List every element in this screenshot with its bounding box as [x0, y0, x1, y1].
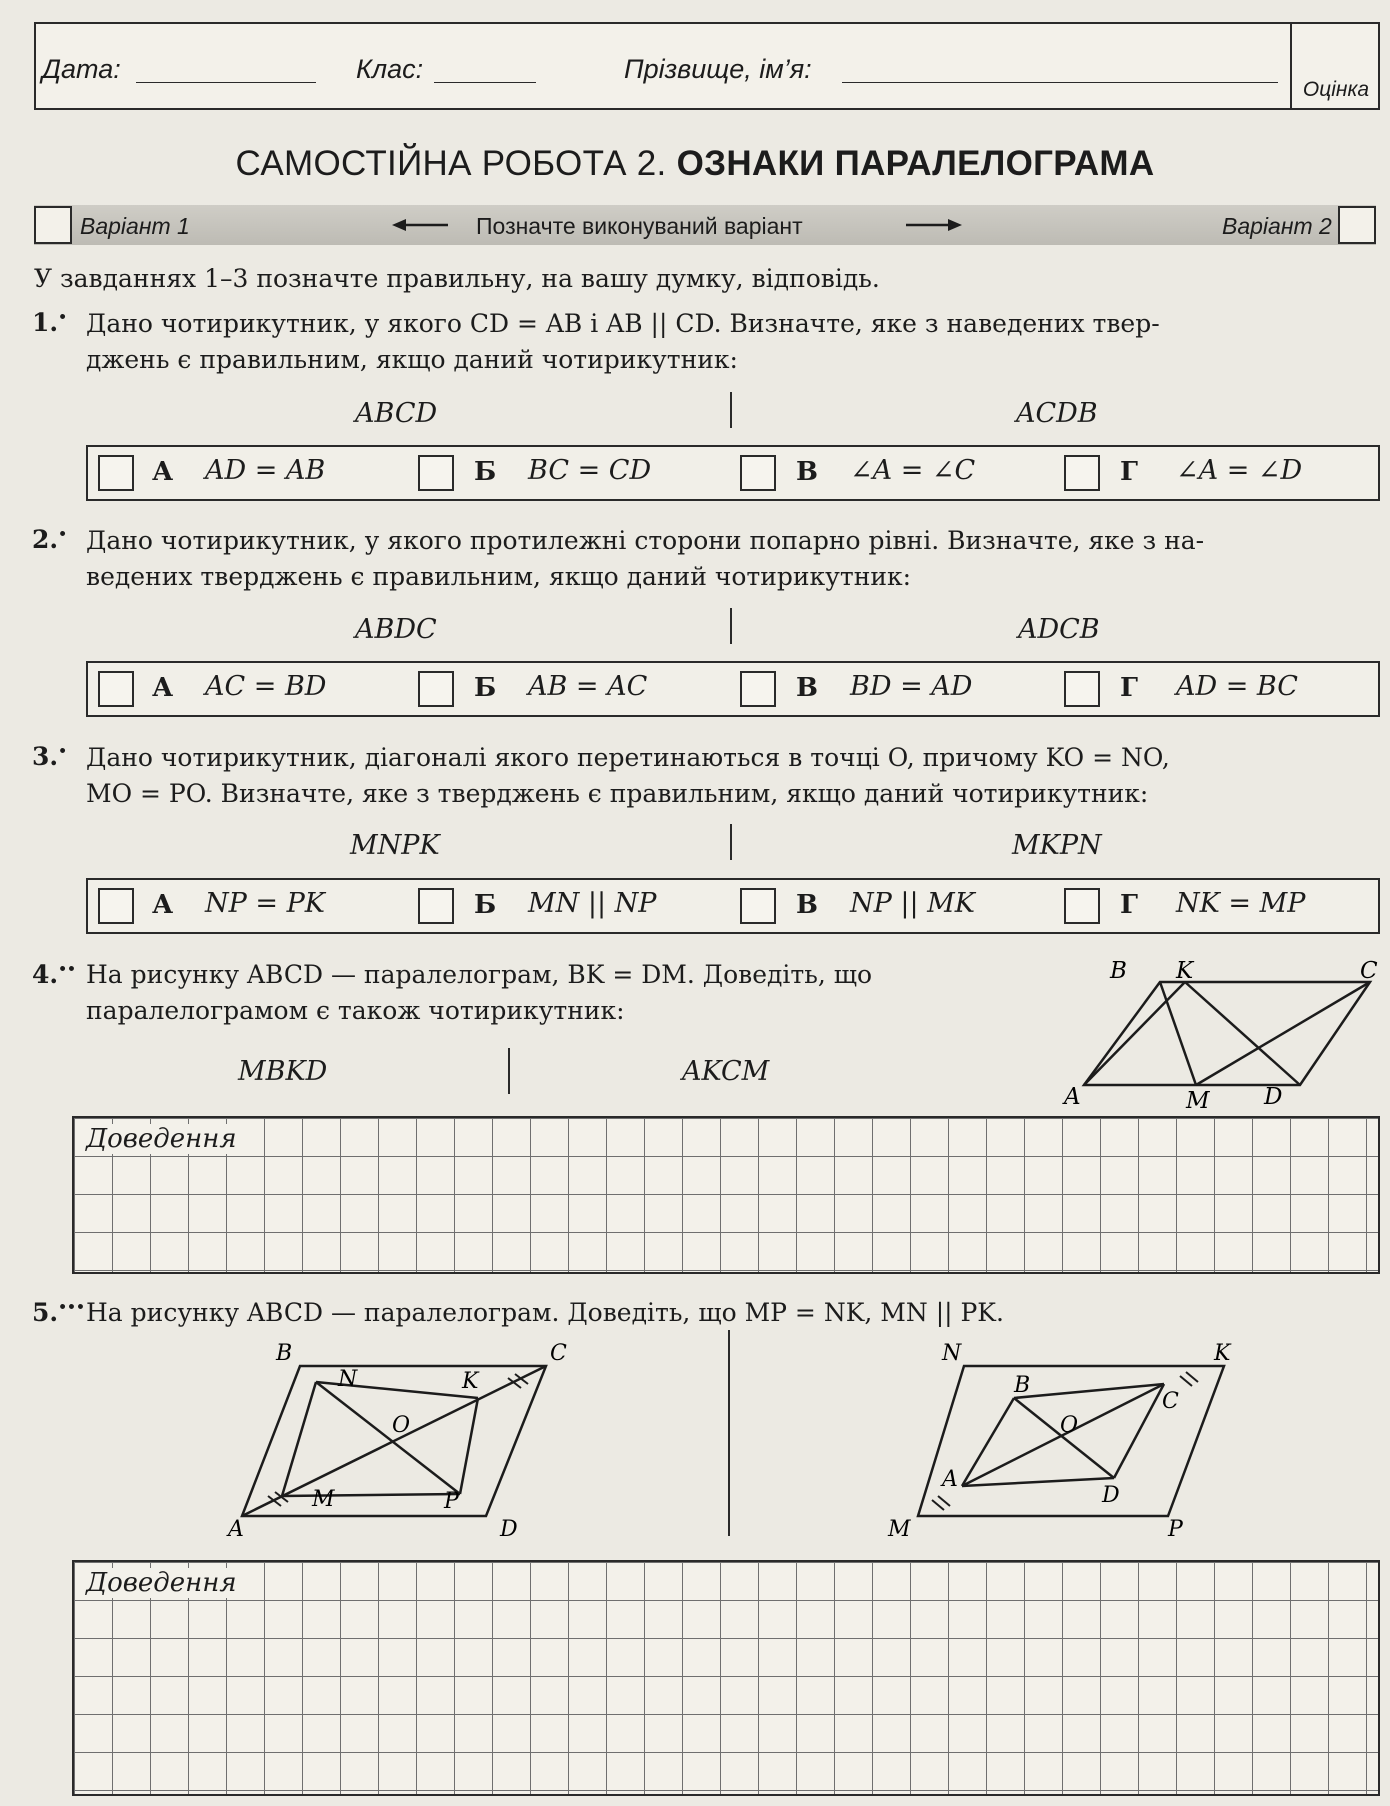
- q5f1-np: [316, 1382, 460, 1494]
- q1-variant1: ABCD: [355, 398, 438, 429]
- q4-label-m: M: [1186, 1088, 1210, 1110]
- name-field[interactable]: [842, 82, 1278, 83]
- q3-option-c-checkbox[interactable]: [740, 888, 776, 924]
- variant-2-label: Варіант 2: [1222, 213, 1332, 239]
- variant-1-checkbox[interactable]: [34, 206, 72, 244]
- class-label: Клас:: [356, 54, 424, 84]
- q1-line1: Дано чотирикутник, у якого CD = AB і AB || CD. Визначте, яке з наведених твер-: [86, 309, 1160, 338]
- q5f2-label-a: A: [942, 1467, 958, 1492]
- q4-label-d: D: [1264, 1084, 1283, 1110]
- q1-option-b-checkbox[interactable]: [418, 455, 454, 491]
- q5f1-kp: [460, 1398, 478, 1494]
- q5-proof-label: Доведення: [82, 1568, 241, 1598]
- q3-number: [32, 742, 67, 771]
- q4-proof-label: Доведення: [82, 1124, 241, 1154]
- arrow-left-icon: [392, 216, 448, 234]
- variant-2-checkbox[interactable]: [1338, 206, 1376, 244]
- date-label: Дата:: [42, 54, 121, 84]
- q1-option-a-checkbox[interactable]: [98, 455, 134, 491]
- q3-variant1: MNPK: [350, 830, 440, 861]
- q4-line1: На рисунку ABCD — паралелограм, BK = DM. Доведіть, що: [86, 960, 873, 989]
- q2-option-b-text: AB = AC: [528, 671, 648, 702]
- q3-option-d-text: NK = MP: [1176, 888, 1306, 919]
- q5f1-label-p: P: [444, 1489, 459, 1514]
- q5f1-label-a: A: [228, 1517, 244, 1536]
- q1-line2: джень є правильним, якщо даний чотирикутник:: [86, 345, 738, 374]
- q1-option-b-letter: Б: [474, 457, 497, 487]
- q5f1-label-m: M: [312, 1487, 335, 1512]
- q5f2-label-c: C: [1162, 1389, 1179, 1414]
- q4-proof-grid[interactable]: [72, 1116, 1380, 1274]
- q3-option-a-letter: А: [152, 890, 174, 920]
- q2-option-a-checkbox[interactable]: [98, 671, 134, 707]
- q4-variant1: MBKD: [238, 1056, 328, 1087]
- q5f2-label-n: N: [942, 1341, 962, 1366]
- q4-line2: паралелограмом є також чотирикутник:: [86, 996, 625, 1025]
- q3-variant2: MKPN: [1012, 830, 1102, 861]
- q3-option-a-checkbox[interactable]: [98, 888, 134, 924]
- title-normal: САМОСТІЙНА РОБОТА 2.: [235, 144, 667, 183]
- q4-parallelogram: [1084, 982, 1370, 1085]
- q5-figure-variant1: [220, 1336, 580, 1536]
- q3-option-c-text: NP || MK: [850, 888, 975, 919]
- q1-variant2: ACDB: [1016, 398, 1098, 429]
- q2-option-d-letter: Г: [1120, 673, 1138, 703]
- grade-label: Оцінка: [1302, 78, 1370, 101]
- q1-option-c-text: ∠A = ∠C: [850, 455, 976, 486]
- q3-option-c-letter: В: [796, 890, 818, 920]
- q5f2-tick1: [938, 1496, 950, 1506]
- q2-variant1: ABDC: [355, 614, 437, 645]
- q1-option-a-letter: А: [152, 457, 174, 487]
- q1-option-d-letter: Г: [1120, 457, 1138, 487]
- q2-num: 2.: [32, 525, 59, 554]
- q4-separator: [508, 1048, 510, 1094]
- q4-label-c: C: [1360, 958, 1378, 984]
- q5f2-label-b: B: [1014, 1373, 1031, 1398]
- q4-number: [32, 960, 76, 989]
- q5f2-tick3: [1180, 1376, 1192, 1386]
- q5f2-label-d: D: [1102, 1483, 1120, 1508]
- q1-text: [86, 306, 1376, 378]
- page-title: [0, 144, 1390, 184]
- q5f1-pm: [282, 1494, 460, 1496]
- variant-1-label: Варіант 1: [80, 213, 190, 239]
- q5f2-label-p: P: [1168, 1517, 1183, 1536]
- q5f1-label-o: O: [392, 1413, 411, 1438]
- q5f2-da: [962, 1478, 1114, 1486]
- q3-option-b-checkbox[interactable]: [418, 888, 454, 924]
- q1-num: 1.: [32, 308, 59, 337]
- q5-figure-variant2: [878, 1336, 1238, 1536]
- q5f2-label-m: M: [888, 1517, 911, 1536]
- grade-cell[interactable]: [1290, 24, 1380, 108]
- arrow-right-icon: [906, 216, 962, 234]
- q1-level: •: [58, 309, 68, 326]
- q2-line1: Дано чотирикутник, у якого протилежні сторони попарно рівні. Визначте, яке з на-: [86, 526, 1205, 555]
- q2-option-d-text: AD = BC: [1176, 671, 1298, 702]
- q3-num: 3.: [32, 742, 59, 771]
- q2-separator: [730, 608, 732, 644]
- q5-num: 5.: [32, 1298, 59, 1327]
- q4-label-a: A: [1064, 1084, 1081, 1110]
- q5-text: [86, 1295, 1376, 1331]
- q2-text: [86, 523, 1376, 595]
- q3-level: •: [58, 743, 68, 760]
- q3-option-a-text: NP = PK: [205, 888, 325, 919]
- q3-option-d-checkbox[interactable]: [1064, 888, 1100, 924]
- q2-level: •: [58, 526, 68, 543]
- q5f1-label-c: C: [550, 1341, 567, 1366]
- q3-option-b-text: MN || NP: [528, 888, 657, 919]
- name-label: Прізвище, ім’я:: [624, 54, 812, 84]
- q2-option-a-text: AC = BD: [205, 671, 327, 702]
- q1-option-c-letter: В: [796, 457, 818, 487]
- q4-variant2: AKCM: [682, 1056, 770, 1087]
- q5f2-cd: [1114, 1384, 1164, 1478]
- q4-level: ••: [58, 961, 77, 978]
- q5f1-label-n: N: [338, 1367, 358, 1392]
- variant-instruction: Позначте виконуваний варіант: [476, 213, 803, 239]
- q5f2-bd: [1014, 1398, 1114, 1478]
- q1-option-c-checkbox[interactable]: [740, 455, 776, 491]
- q2-option-b-checkbox[interactable]: [418, 671, 454, 707]
- q1-separator: [730, 392, 732, 428]
- q2-option-c-letter: В: [796, 673, 818, 703]
- q2-option-b-letter: Б: [474, 673, 497, 703]
- q4-text: [86, 957, 986, 1029]
- q3-separator: [730, 824, 732, 860]
- q1-option-d-text: ∠A = ∠D: [1176, 455, 1303, 486]
- q5f2-tick2: [932, 1500, 944, 1510]
- q3-text: [86, 740, 1376, 812]
- q5-line1: На рисунку ABCD — паралелограм. Доведіть, що MP = NK, MN || PK.: [86, 1298, 1004, 1327]
- q2-option-c-text: BD = AD: [850, 671, 973, 702]
- q4-num: 4.: [32, 960, 59, 989]
- title-bold: ОЗНАКИ ПАРАЛЕЛОГРАМА: [676, 144, 1155, 183]
- q2-option-d-checkbox[interactable]: [1064, 671, 1100, 707]
- q5-number: [32, 1298, 85, 1327]
- q1-option-d-checkbox[interactable]: [1064, 455, 1100, 491]
- header-box: [34, 22, 1380, 110]
- q5f1-label-b: B: [276, 1341, 293, 1366]
- q4-label-b: B: [1110, 958, 1127, 984]
- intro-text: У завданнях 1–3 позначте правильну, на вашу думку, відповідь.: [34, 264, 880, 293]
- class-field[interactable]: [434, 82, 536, 83]
- q4-line-ak: [1084, 982, 1185, 1085]
- q5-level: •••: [58, 1299, 85, 1316]
- q5f2-tick4: [1186, 1372, 1198, 1382]
- q3-line2: MO = PO. Визначте, яке з тверджень є правильним, якщо даний чотирикутник:: [86, 779, 1149, 808]
- q5f2-label-k: K: [1214, 1341, 1231, 1366]
- q2-number: [32, 525, 67, 554]
- q3-line1: Дано чотирикутник, діагоналі якого перетинаються в точці O, причому KO = NO,: [86, 743, 1170, 772]
- q1-number: [32, 308, 67, 337]
- date-field[interactable]: [136, 82, 316, 83]
- q4-label-k: K: [1176, 958, 1194, 984]
- q4-line-bm: [1160, 982, 1196, 1085]
- q1-option-a-text: AD = AB: [205, 455, 326, 486]
- q2-variant2: ADCB: [1018, 614, 1100, 645]
- q1-option-b-text: BC = CD: [528, 455, 652, 486]
- q5-separator: [728, 1330, 730, 1536]
- q5-proof-grid[interactable]: [72, 1560, 1380, 1796]
- q5f1-label-d: D: [500, 1517, 518, 1536]
- q2-line2: ведених тверджень є правильним, якщо даний чотирикутник:: [86, 562, 912, 591]
- q3-option-b-letter: Б: [474, 890, 497, 920]
- q5f1-label-k: K: [462, 1369, 479, 1394]
- q5f2-label-o: O: [1060, 1413, 1079, 1438]
- q2-option-a-letter: А: [152, 673, 174, 703]
- q4-figure: [1060, 950, 1380, 1110]
- q3-option-d-letter: Г: [1120, 890, 1138, 920]
- q2-option-c-checkbox[interactable]: [740, 671, 776, 707]
